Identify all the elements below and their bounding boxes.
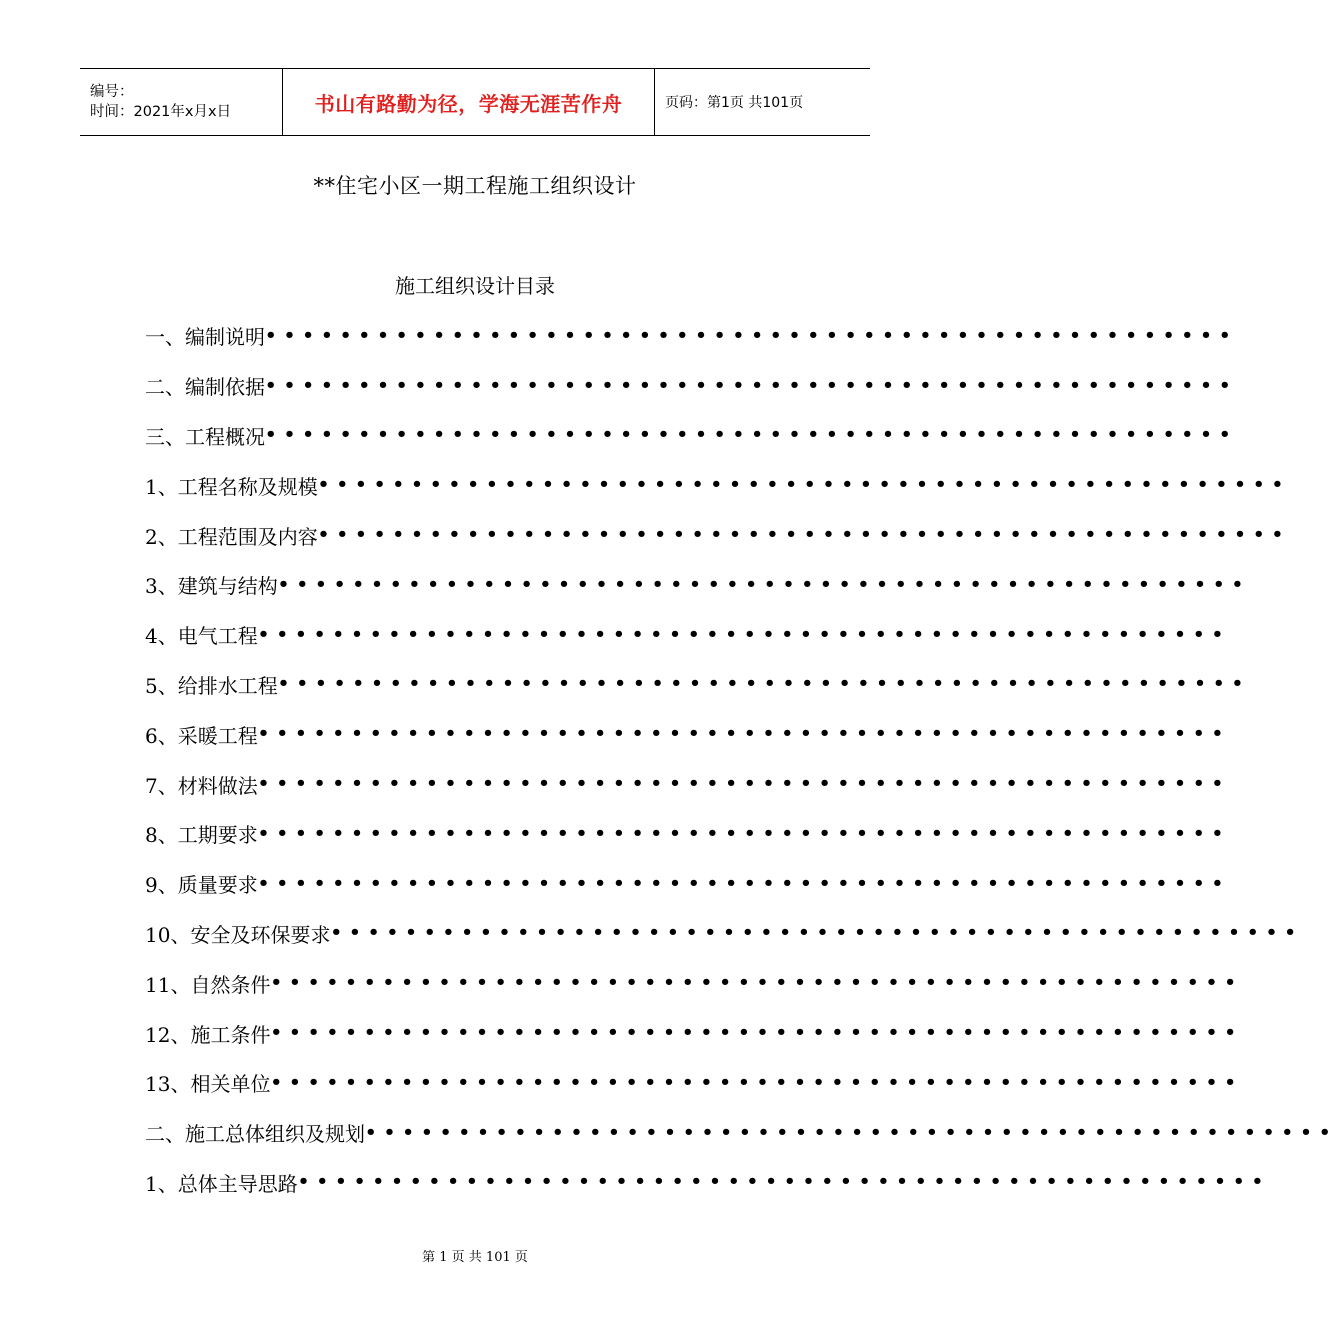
toc-item[interactable] <box>145 1158 1271 1208</box>
toc-item-label: 6、采暖工程 <box>145 723 258 748</box>
toc-item-label: 10、安全及环保要求 <box>145 922 331 947</box>
toc-dot-leader: •••••••••••••••••••••••••••••••••••••••••••••••••••• <box>257 872 1231 894</box>
toc-item[interactable] <box>145 361 1238 411</box>
toc-dot-leader: •••••••••••••••••••••••••••••••••••••••••••••••••••• <box>265 424 1238 446</box>
header-meta-cell <box>80 69 282 135</box>
document-time-label: 时间：2021年x月x日 <box>90 104 232 120</box>
toc-item[interactable] <box>145 709 1231 759</box>
toc-item[interactable] <box>145 1108 1338 1158</box>
toc-dot-leader: •••••••••••••••••••••••••••••••••••••••••••••••••••• <box>277 673 1251 695</box>
header-table <box>80 68 870 136</box>
toc-dot-leader: •••••••••••••••••••••••••••••••••••••••••••••••••••• <box>265 324 1238 346</box>
document-title: **住宅小区一期工程施工组织设计 <box>313 174 637 198</box>
toc-dot-leader: •••••••••••••••••••••••••••••••••••••••••••••••••••• <box>365 1121 1338 1143</box>
toc-item[interactable] <box>145 809 1231 859</box>
toc-item-label: 8、工期要求 <box>145 823 258 848</box>
toc-item[interactable] <box>145 560 1251 610</box>
header-page-info: 页码：第1页 共101页 <box>665 95 804 111</box>
toc-item[interactable] <box>145 610 1231 660</box>
toc-item-label: 1、总体主导思路 <box>145 1171 298 1196</box>
toc-item-label: 二、施工总体组织及规划 <box>145 1122 365 1147</box>
toc-item-label: 2、工程范围及内容 <box>145 524 318 549</box>
toc-item[interactable] <box>145 1008 1244 1058</box>
toc-item-label: 7、材料做法 <box>145 773 258 798</box>
toc-item[interactable] <box>145 859 1231 909</box>
toc-dot-leader: •••••••••••••••••••••••••••••••••••••••••••••••••••• <box>270 1022 1244 1044</box>
toc-title: 施工组织设计目录 <box>395 274 555 298</box>
toc-item-label: 11、自然条件 <box>145 972 271 997</box>
toc-dot-leader: •••••••••••••••••••••••••••••••••••••••••••••••••••• <box>270 1071 1244 1093</box>
header-motto-cell <box>282 69 655 135</box>
toc-dot-leader: •••••••••••••••••••••••••••••••••••••••••••••••••••• <box>297 1171 1271 1193</box>
toc-dot-leader: •••••••••••••••••••••••••••••••••••••••••••••••••••• <box>270 972 1244 994</box>
toc-dot-leader: •••••••••••••••••••••••••••••••••••••••••••••••••••• <box>257 723 1231 745</box>
toc-item[interactable] <box>145 660 1251 710</box>
toc-dot-leader: •••••••••••••••••••••••••••••••••••••••••••••••••••• <box>277 573 1251 595</box>
toc-item[interactable] <box>145 958 1244 1008</box>
toc-item-label: 三、工程概况 <box>145 424 265 449</box>
header-page-cell <box>655 69 870 135</box>
toc-dot-leader: •••••••••••••••••••••••••••••••••••••••••••••••••••• <box>257 822 1231 844</box>
toc-item[interactable] <box>145 1058 1244 1108</box>
toc-item[interactable] <box>145 311 1238 361</box>
toc-item-label: 二、编制依据 <box>145 375 265 400</box>
toc-dot-leader: •••••••••••••••••••••••••••••••••••••••••••••••••••• <box>317 524 1291 546</box>
toc-item-label: 4、电气工程 <box>145 624 258 649</box>
toc-item-label: 12、施工条件 <box>145 1022 271 1047</box>
page-footer: 第 1 页 共 101 页 <box>422 1250 528 1265</box>
toc-item-label: 13、相关单位 <box>145 1072 271 1097</box>
table-of-contents <box>145 311 1338 1207</box>
toc-item[interactable] <box>145 510 1291 560</box>
header-motto: 书山有路勤为径，学海无涯苦作舟 <box>314 91 623 116</box>
document-number-label: 编号： <box>90 84 134 100</box>
toc-item[interactable] <box>145 759 1231 809</box>
toc-dot-leader: •••••••••••••••••••••••••••••••••••••••••••••••••••• <box>265 374 1238 396</box>
toc-item[interactable] <box>145 909 1304 959</box>
toc-dot-leader: •••••••••••••••••••••••••••••••••••••••••••••••••••• <box>257 623 1231 645</box>
toc-item-label: 5、给排水工程 <box>145 673 278 698</box>
toc-dot-leader: •••••••••••••••••••••••••••••••••••••••••••••••••••• <box>317 474 1291 496</box>
toc-item[interactable] <box>145 460 1291 510</box>
toc-item-label: 一、编制说明 <box>145 325 265 350</box>
toc-item[interactable] <box>145 411 1238 461</box>
toc-item-label: 1、工程名称及规模 <box>145 474 318 499</box>
toc-dot-leader: •••••••••••••••••••••••••••••••••••••••••••••••••••• <box>330 922 1304 944</box>
toc-item-label: 3、建筑与结构 <box>145 574 278 599</box>
toc-dot-leader: •••••••••••••••••••••••••••••••••••••••••••••••••••• <box>257 773 1231 795</box>
toc-item-label: 9、质量要求 <box>145 873 258 898</box>
